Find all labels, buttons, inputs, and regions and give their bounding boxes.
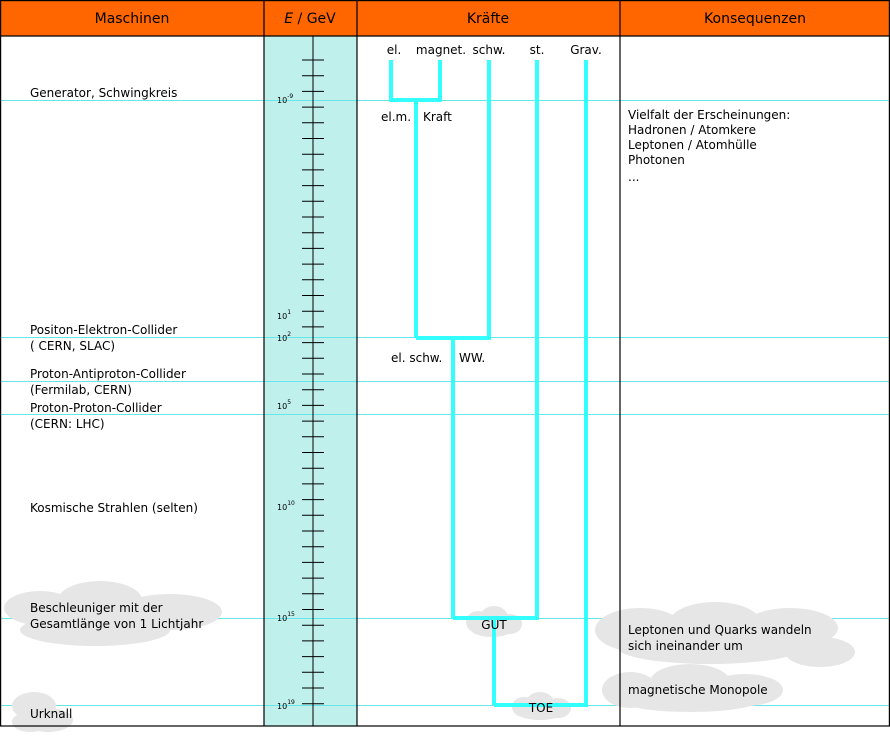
energy-label: $10^5$	[277, 399, 292, 411]
force-label-st: st.	[529, 43, 545, 57]
force-label-toe: TOE	[528, 701, 554, 715]
force-label-kraft: Kraft	[423, 110, 452, 124]
machine-proton-proton-collider: Proton-Proton-Collider (CERN: LHC)	[30, 401, 162, 431]
header-maschinen: Maschinen	[94, 11, 170, 27]
force-label-gut: GUT	[481, 618, 507, 632]
energy-label: $10^{-9}$	[277, 93, 294, 105]
machine-urknall: Urknall	[30, 707, 73, 721]
consequence-leptonen-quarks: Leptonen und Quarks wandeln sich ineinander um	[628, 623, 812, 653]
force-label-ww: WW.	[459, 351, 486, 365]
consequence-monopole: magnetische Monopole	[628, 683, 768, 697]
consequence-vielfalt: Vielfalt der Erscheinungen: Hadronen / Atomkere Leptonen / Atomhülle Photonen ...	[628, 108, 791, 184]
machines-column	[30, 86, 203, 721]
header-energy-unit: / GeV	[293, 11, 336, 27]
force-label-grav: Grav.	[570, 43, 602, 57]
force-line-grav	[494, 60, 586, 705]
energy-label: $10^{15}$	[277, 611, 295, 623]
header-energy	[284, 11, 336, 27]
energy-label: $10^{19}$	[277, 699, 295, 711]
machine-generator: Generator, Schwingkreis	[30, 86, 178, 100]
energy-label: $10^{10}$	[277, 500, 295, 512]
force-label-schw: schw.	[472, 43, 506, 57]
force-label-elschw: el. schw.	[391, 351, 443, 365]
header-energy-symbol: E	[284, 11, 294, 27]
machine-kosmische-strahlen: Kosmische Strahlen (selten)	[30, 501, 198, 515]
force-label-magnet: magnet.	[415, 43, 467, 57]
header-kraefte: Kräfte	[466, 11, 510, 27]
energy-label: $10^1$	[277, 309, 292, 321]
force-label-elm: el.m.	[381, 110, 412, 124]
machine-proton-antiproton-collider: Proton-Antiproton-Collider (Fermilab, CERN)	[30, 367, 186, 397]
header-konsequenzen: Konsequenzen	[704, 11, 806, 27]
machine-positon-elektron-collider: Positon-Elektron-Collider ( CERN, SLAC)	[30, 323, 178, 353]
force-line-el-magnet	[391, 60, 440, 100]
energy-label: $10^2$	[277, 331, 292, 343]
machine-beschleuniger: Beschleuniger mit der Gesamtlänge von 1 Lichtjahr	[30, 601, 204, 631]
force-label-el: el.	[386, 43, 402, 57]
